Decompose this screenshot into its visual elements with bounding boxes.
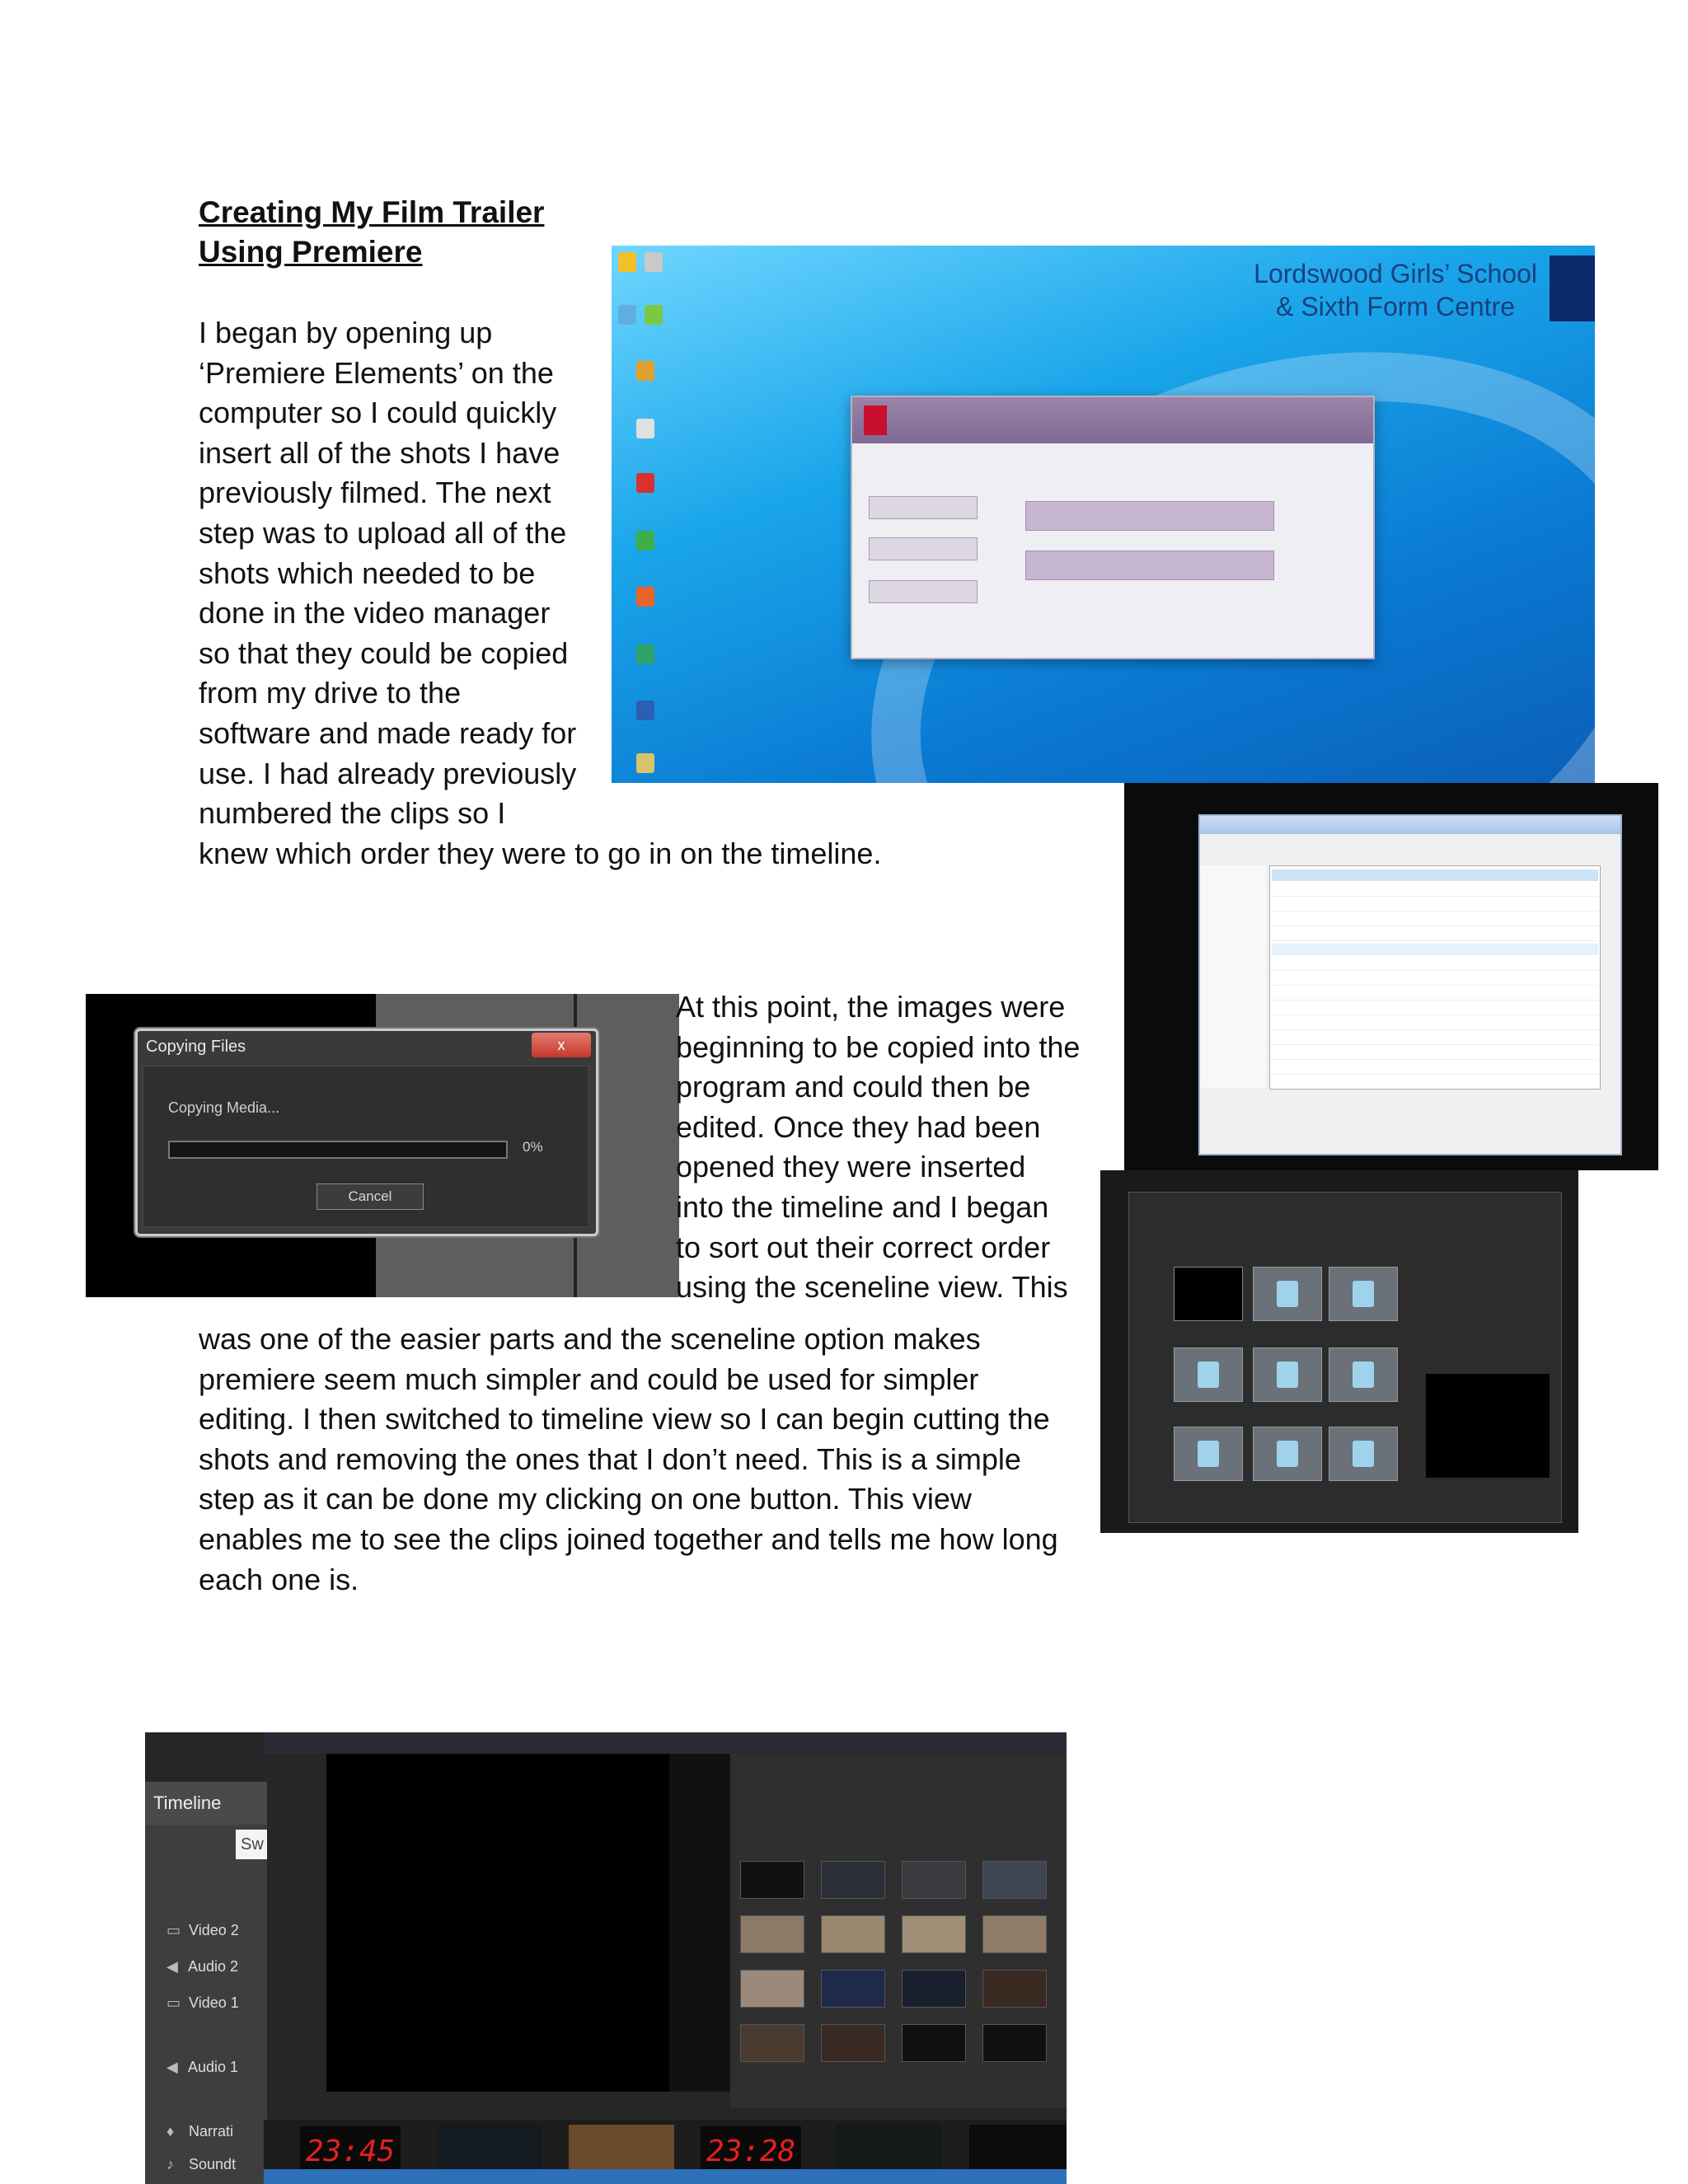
clip-thumbnail	[1329, 1347, 1398, 1402]
preview-monitor	[1426, 1374, 1550, 1478]
copying-files-screenshot	[86, 994, 679, 1297]
welcome-header	[852, 397, 1373, 443]
clip-timecode: 23:28	[701, 2126, 801, 2177]
track-audio-2	[166, 1958, 238, 1975]
welcome-window	[851, 396, 1375, 659]
list-item	[1272, 1018, 1598, 1030]
windows-taskbar	[264, 2169, 1067, 2184]
monitor-screen	[326, 1754, 669, 2092]
track-label: Video 2	[189, 1922, 239, 1938]
copy-status-text: Copying Media...	[168, 1099, 280, 1116]
media-thumbnail	[902, 1861, 966, 1899]
clip-thumbnail	[1329, 1267, 1398, 1321]
list-item	[1272, 1003, 1598, 1015]
list-item	[1272, 1047, 1598, 1060]
media-thumbnail	[982, 1915, 1047, 1953]
lower-paragraph	[199, 1319, 1058, 1600]
media-thumbnail	[740, 1861, 804, 1899]
text-line: from my drive to the	[199, 676, 462, 710]
school-subtitle: & Sixth Form Centre	[1276, 292, 1515, 321]
film-icon: ▭	[166, 1922, 181, 1938]
text-line: knew which order they were to go in on the timeline.	[199, 836, 882, 870]
clip-thumbnail	[1329, 1427, 1398, 1481]
add-media-dialog-screenshot	[1124, 783, 1658, 1170]
cancel-button: Cancel	[316, 1183, 424, 1210]
progress-bar	[168, 1141, 508, 1159]
desktop-icon	[618, 305, 636, 325]
desktop-icon	[618, 252, 636, 272]
progress-percent: 0%	[523, 1139, 543, 1155]
text-line: to sort out their correct order	[676, 1230, 1051, 1264]
text-line: shots which needed to be	[199, 555, 536, 590]
text-line: computer so I could quickly	[199, 396, 557, 430]
media-thumbnail	[821, 1915, 885, 1953]
clip-thumbnail	[1174, 1427, 1243, 1481]
school-name: Lordswood Girls’ School	[1254, 259, 1537, 288]
desktop-icon	[645, 305, 663, 325]
document-title	[199, 193, 544, 272]
media-thumbnail	[982, 2024, 1047, 2062]
text-line: editing. I then switched to timeline view so I can begin cutting the	[199, 1402, 1050, 1436]
text-line: each one is.	[199, 1562, 359, 1596]
organizer-panel	[730, 1754, 1067, 2108]
desktop-icon	[636, 753, 654, 773]
media-thumbnail	[740, 1970, 804, 2008]
text-line: insert all of the shots I have	[199, 435, 560, 470]
film-icon: ▭	[166, 1994, 181, 2011]
text-line: using the sceneline view. This	[676, 1270, 1068, 1305]
track-label: Audio 2	[188, 1958, 239, 1975]
text-line: was one of the easier parts and the sceneline option makes	[199, 1322, 981, 1356]
dialog-title: Copying Files	[146, 1038, 246, 1056]
timeline-panel-title: Timeline	[145, 1782, 267, 1825]
school-logo	[1550, 255, 1595, 321]
copying-files-dialog	[135, 1029, 598, 1236]
track-soundtrack	[166, 2156, 236, 2173]
media-thumbnail	[902, 2024, 966, 2062]
middle-paragraph	[676, 987, 1080, 1308]
text-line: numbered the clips so I	[199, 796, 506, 831]
track-video-1	[166, 1994, 239, 2012]
list-item	[1272, 899, 1598, 912]
places-sidebar	[1200, 865, 1266, 1088]
desktop-icon	[636, 419, 654, 438]
text-line: premiere seem much simpler and could be used for simpler	[199, 1361, 979, 1396]
desktop-icon	[636, 361, 654, 381]
desktop-icon	[636, 587, 654, 607]
media-thumbnail	[982, 1970, 1047, 2008]
media-thumbnail	[821, 1970, 885, 2008]
new-project-button	[869, 537, 978, 560]
text-line: into the timeline and I began	[676, 1189, 1049, 1224]
desktop-icon	[636, 644, 654, 664]
clip-thumbnail	[1253, 1427, 1322, 1481]
text-line: software and made ready for	[199, 715, 577, 750]
text-line: edited. Once they had been	[676, 1109, 1041, 1144]
text-line: step as it can be done my clicking on one button. This view	[199, 1482, 972, 1516]
list-item	[1272, 944, 1598, 955]
list-item	[1272, 929, 1598, 941]
organizer-button	[869, 496, 978, 519]
timeline-screenshot	[145, 1732, 1067, 2184]
list-item	[1272, 1033, 1598, 1045]
text-line: shots and removing the ones that I don’t need. This is a simple	[199, 1441, 1021, 1476]
text-line: program and could then be	[676, 1070, 1031, 1104]
microphone-icon: ♦	[166, 2123, 175, 2139]
media-thumbnail	[740, 1915, 804, 1953]
text-line: opened they were inserted	[676, 1150, 1026, 1184]
media-thumbnail	[821, 2024, 885, 2062]
track-audio-1	[166, 2059, 238, 2076]
list-item	[1272, 958, 1598, 971]
title-line-2: Using Premiere	[199, 235, 423, 269]
desktop-icon	[636, 531, 654, 551]
list-item	[1272, 1062, 1598, 1075]
dialog-body	[143, 1066, 589, 1227]
window-titlebar	[1200, 816, 1620, 834]
welcome-option	[1025, 501, 1274, 531]
track-label: Audio 1	[188, 2059, 239, 2075]
clip-thumbnail	[1174, 1347, 1243, 1402]
track-label: Soundt	[189, 2156, 237, 2172]
list-item	[1272, 884, 1598, 897]
file-browser-window	[1198, 814, 1622, 1155]
media-thumbnail	[821, 1861, 885, 1899]
close-icon: x	[532, 1033, 591, 1057]
track-label: Video 1	[189, 1994, 239, 2011]
clip-timecode: 23:45	[300, 2126, 401, 2177]
track-video-2	[166, 1922, 239, 1939]
file-list	[1269, 865, 1601, 1090]
media-thumbnail	[902, 1915, 966, 1953]
list-item	[1272, 973, 1598, 986]
text-line: so that they could be copied	[199, 635, 569, 670]
text-line: enables me to see the clips joined together and tells me how long	[199, 1521, 1058, 1556]
text-line: step was to upload all of the	[199, 515, 567, 550]
desktop-icon-column	[612, 246, 673, 783]
text-line: beginning to be copied into the	[676, 1029, 1081, 1064]
desktop-icon	[636, 701, 654, 720]
adobe-logo-icon	[864, 405, 887, 435]
school-banner	[1254, 257, 1537, 323]
text-line: done in the video manager	[199, 596, 551, 630]
welcome-option	[1025, 551, 1274, 580]
desktop-icon	[645, 252, 663, 272]
clip-thumbnail	[1174, 1267, 1243, 1321]
app-menubar	[264, 1732, 1067, 1754]
media-thumbnail	[902, 1970, 966, 2008]
clip-thumbnail	[1253, 1267, 1322, 1321]
premiere-welcome-screenshot	[612, 246, 1595, 783]
speaker-icon: ◀	[166, 2059, 178, 2075]
clip-thumbnail	[1253, 1347, 1322, 1402]
media-thumbnail	[982, 1861, 1047, 1899]
track-narration	[166, 2123, 233, 2140]
track-label: Narrati	[189, 2123, 234, 2139]
sceneline-window	[1128, 1192, 1562, 1523]
music-icon: ♪	[166, 2156, 174, 2172]
text-line: At this point, the images were	[676, 990, 1066, 1024]
text-line: previously filmed. The next	[199, 476, 551, 510]
media-thumbnail	[740, 2024, 804, 2062]
text-line: use. I had already previously	[199, 756, 577, 790]
text-line: ‘Premiere Elements’ on the	[199, 355, 554, 390]
title-line-1: Creating My Film Trailer	[199, 195, 545, 229]
list-item	[1272, 914, 1598, 926]
speaker-icon: ◀	[166, 1958, 178, 1975]
list-item	[1272, 869, 1598, 881]
open-project-button	[869, 580, 978, 603]
list-item	[1272, 988, 1598, 1001]
sceneline-screenshot	[1100, 1170, 1578, 1533]
desktop-icon	[636, 473, 654, 493]
text-line: I began by opening up	[199, 316, 493, 349]
timeline-search-stub: Sw	[236, 1830, 267, 1859]
